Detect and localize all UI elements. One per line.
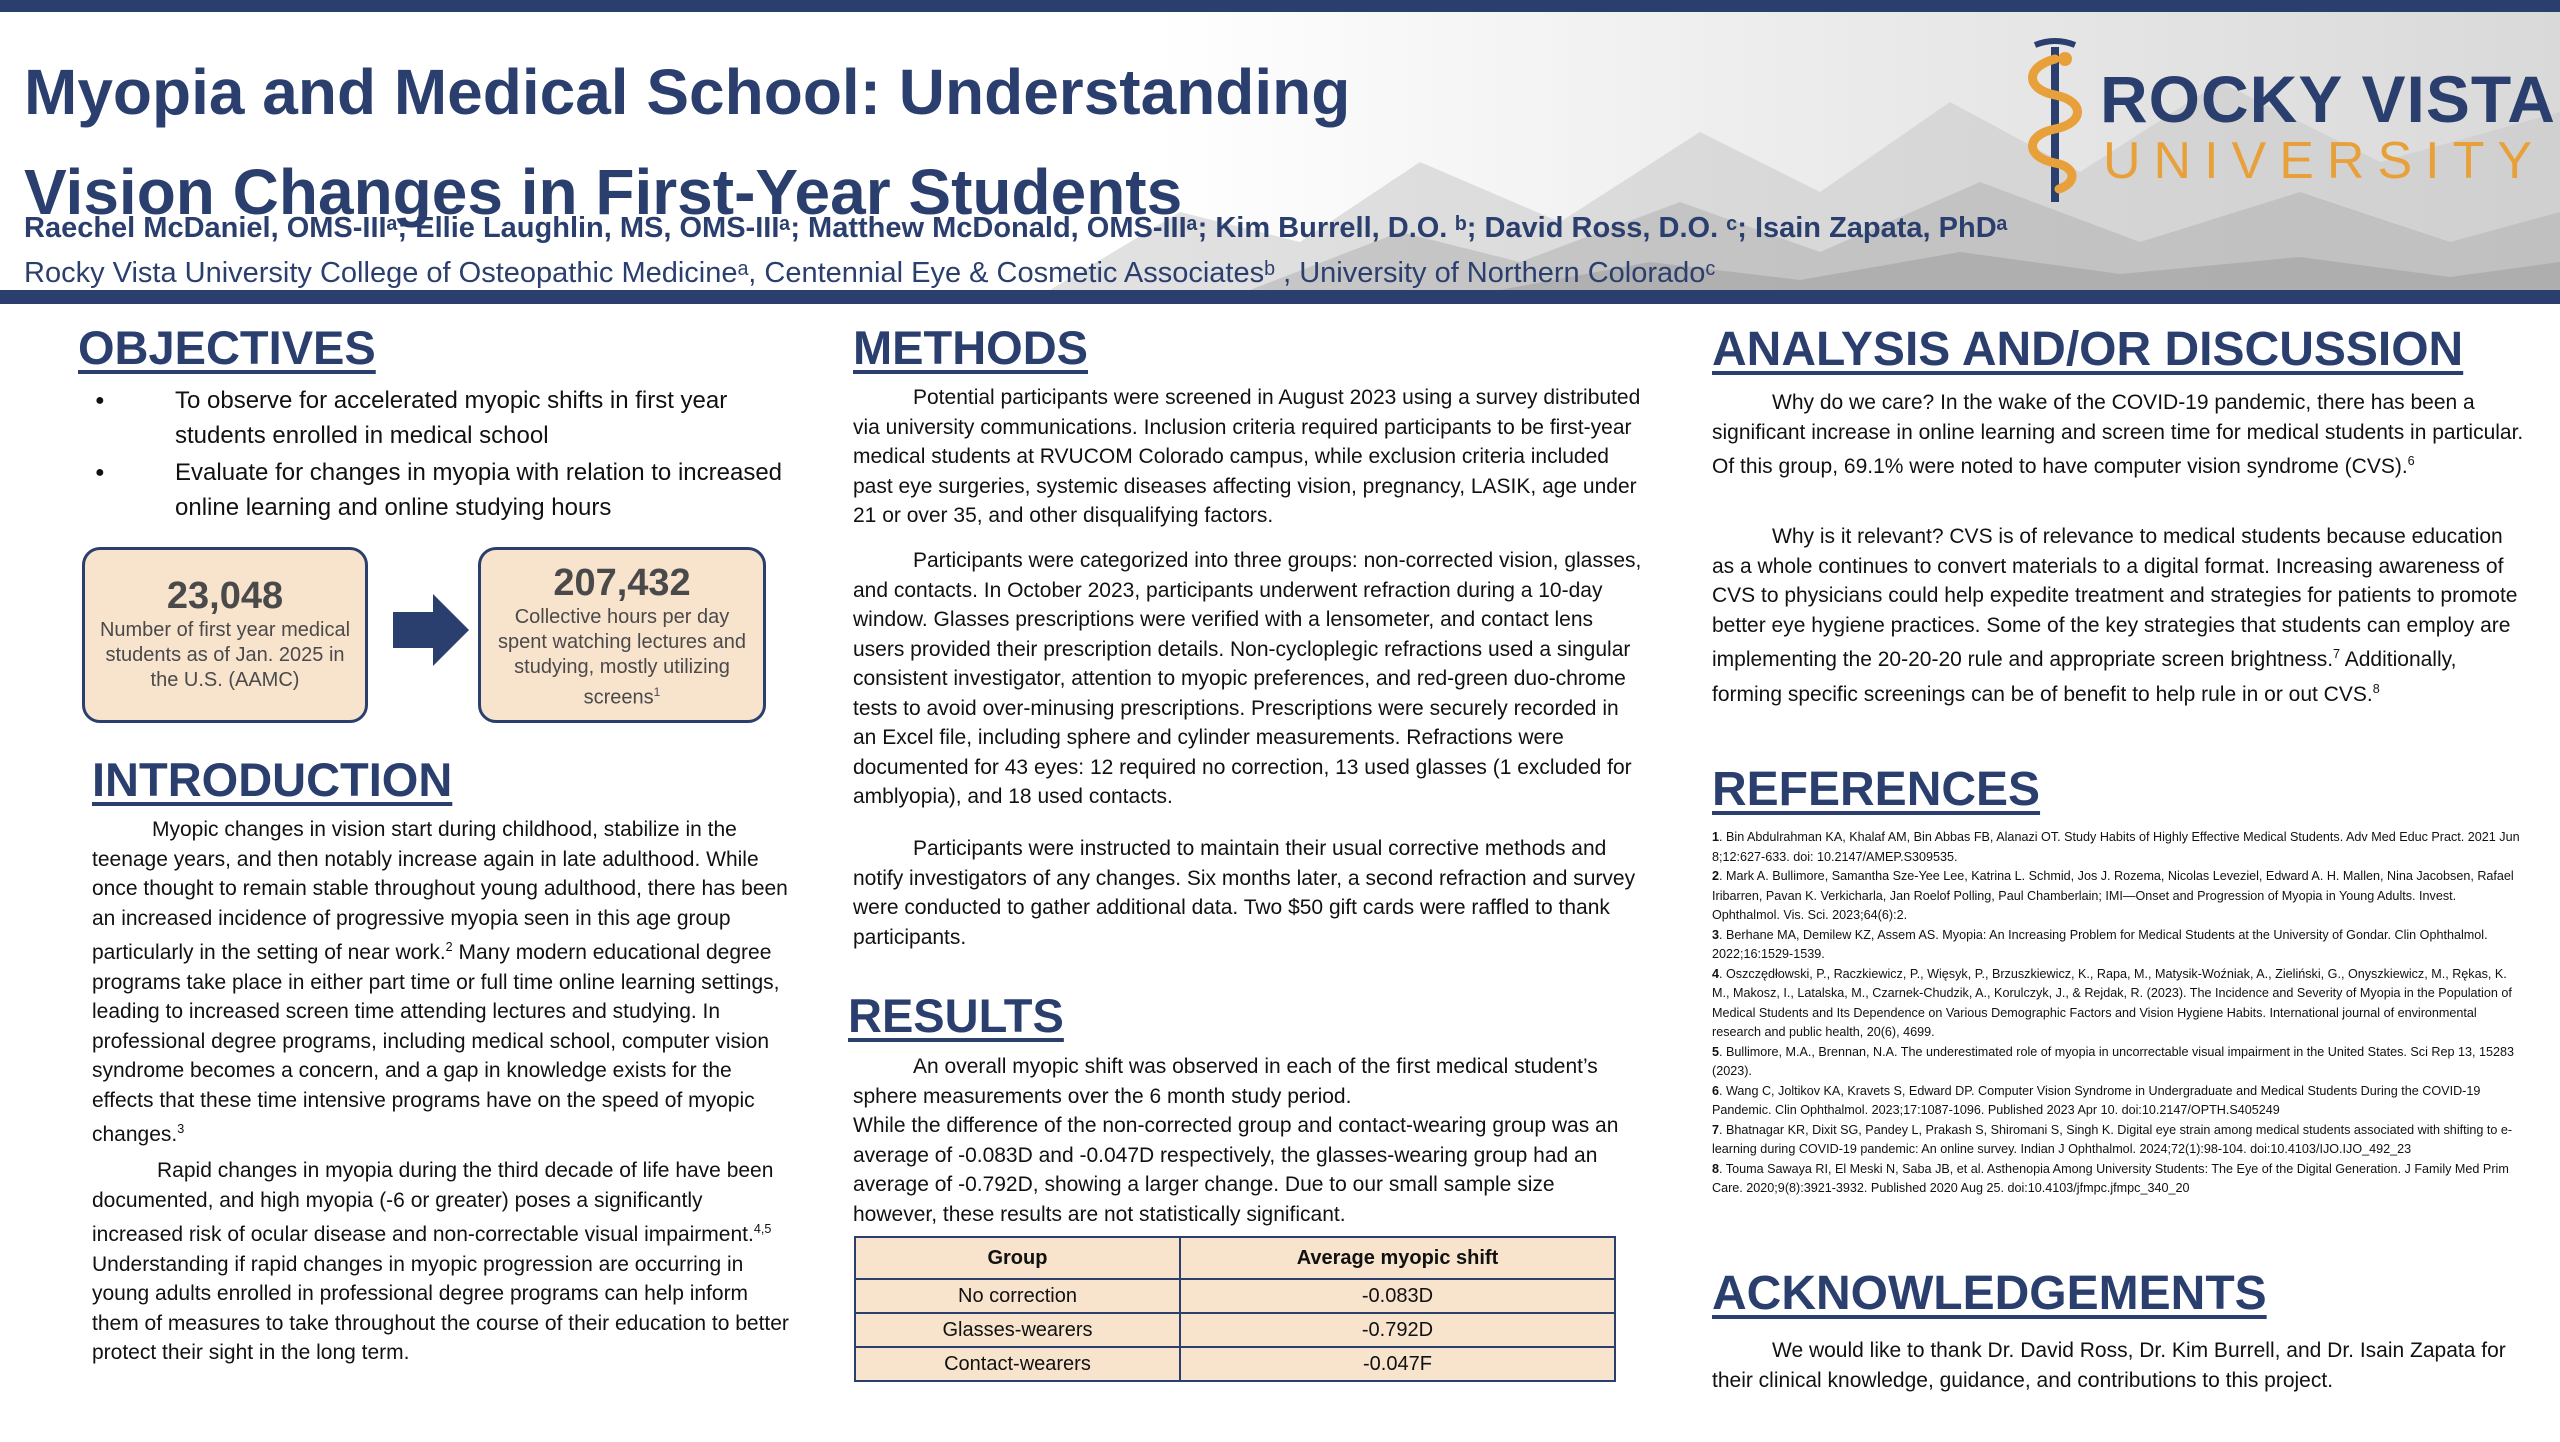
objective-item: ● Evaluate for changes in myopia with relation to increased online learning and online studying hours — [95, 455, 795, 525]
table-header-cell: Average myopic shift — [1180, 1237, 1615, 1279]
table-cell: Contact-wearers — [855, 1347, 1180, 1381]
stat-number: 23,048 — [166, 575, 284, 617]
analysis-paragraph-2: Why is it relevant? CVS is of relevance to medical students because education as a whole continues to convert materials to a digital format. Increasing awareness of CVS to physicians could help expedite treatment and strategies for patients to promote better eye hygiene practices. Some of the key strategies that students can employ are implementing the 20-20-20 rule and appropriate screen brightness.$^7$ Additionally, forming specific screenings can be of benefit to help rule in or out CVS.$^8$ — [1712, 525, 2518, 706]
header-bottom-bar — [0, 290, 2560, 304]
table-row — [855, 1313, 1615, 1347]
stat-description: Collective hours per day spent watching lectures and studying, mostly utilizing screens$^1$ — [498, 606, 746, 709]
table-cell: -0.047F — [1180, 1347, 1615, 1381]
reference-item: 1. Bin Abdulrahman KA, Khalaf AM, Bin Abbas FB, Alanazi OT. Study Habits of Highly Effective Medical Students. Adv Med Educ Pract. 2021 Jun 8;12:627-633. doi: 10.2147/AMEP.S309535. — [1712, 830, 2520, 864]
reference-item: 7. Bhatnagar KR, Dixit SG, Pandey L, Prakash S, Shiromani S, Singh K. Digital eye strain among medical students associated with shifting to e-learning during COVID-19 pandemic: An online survey. Indian J Ophthalmol. 2024;72(1):98-104. doi:10.4103/IJO.IJO_492_23 — [1712, 1122, 2513, 1156]
title-line-1: Myopia and Medical School: Understanding — [24, 56, 1351, 128]
table-cell: Glasses-wearers — [855, 1313, 1180, 1347]
poster-header — [0, 12, 2560, 290]
author-list: Raechel McDaniel, OMS-IIIᵃ; Ellie Laughlin, MS, OMS-IIIᵃ; Matthew McDonald, OMS-IIIᵃ; Kim Burrell, D.O. ᵇ; David Ross, D.O. ᶜ; Isain Zapata, PhDᵃ — [24, 212, 2008, 244]
methods-paragraph-1: Potential participants were screened in August 2023 using a survey distributed via university communications. Inclusion criteria required participants to be first-year medical students at RVUCOM Colorado campus, while exclusion criteria included past eye surgeries, systemic diseases affecting vision, pregnancy, LASIK, age under 21 or over 35, and other disqualifying factors. — [853, 386, 1641, 527]
objectives-heading: OBJECTIVES — [78, 321, 376, 374]
reference-item: 5. Bullimore, M.A., Brennan, N.A. The underestimated role of myopia in uncorrectable visual impairment in the United States. Sci Rep 13, 15283 (2023). — [1712, 1044, 2514, 1078]
methods-paragraph-2: Participants were categorized into three groups: non-corrected vision, glasses, and contacts. In October 2023, participants underwent refraction during a 10-day window. Glasses prescriptions were verified with a lensometer, and contact lens users provided their prescription details. Non-cycloplegic refractions used a singular consistent investigator, attention to myopic preferences, and red-green duo-chrome tests to avoid over-minusing prescriptions. Prescriptions were securely recorded in an Excel file, including sphere and cylinder measurements. Refractions were documented for 43 eyes: 12 required no correction, 13 used glasses (1 excluded for amblyopia), and 18 used contacts. — [853, 549, 1642, 808]
university-logo — [2015, 37, 2556, 207]
methods-paragraph-3: Participants were instructed to maintain their usual corrective methods and notify investigators of any changes. Six months later, a second refraction and survey were conducted to gather additional data. Two $50 gift cards were raffled to thank participants. — [853, 837, 1636, 949]
table-header-cell: Group — [855, 1237, 1180, 1279]
results-table — [854, 1236, 1616, 1382]
objective-item: ● To observe for accelerated myopic shifts in first year students enrolled in medical school — [95, 383, 795, 453]
acknowledgements-text: We would like to thank Dr. David Ross, Dr. Kim Burrell, and Dr. Isain Zapata for their clinical knowledge, guidance, and contributions to this project. — [1712, 1339, 2506, 1392]
reference-item: 4. Oszczędłowski, P., Raczkiewicz, P., Więsyk, P., Brzuszkiewicz, K., Rapa, M., Matysik-Woźniak, A., Zieliński, G., Onyszkiewicz, M., Rękas, K. M., Makosz, I., Latalska, M., Czarnek-Chudzik, A., Korulczyk, J., & Rejdak, R. (2023). The Incidence and Severity of Myopia in the Population of Medical Students and Its Dependence on Various Demographic Factors and Vision Hygiene Habits. International journal of environmental research and public health, 20(6), 4699. — [1712, 966, 2512, 1039]
table-cell: No correction — [855, 1279, 1180, 1313]
introduction-paragraph-1: Myopic changes in vision start during childhood, stabilize in the teenage years, and then notably increase again in late adulthood. While once thought to remain stable throughout young adulthood, there has been an increased incidence of progressive myopia seen in this age group particularly in the setting of near work.$^2$ Many modern educational degree programs take place in either part time or full time online learning settings, leading to increased screen time attending lectures and studying. In professional degree programs, including medical school, computer vision syndrome becomes a concern, and a gap in knowledge exists for the effects that these time intensive programs have on the speed of myopic changes.$^3$ — [92, 818, 788, 1146]
stat-card-students — [82, 547, 368, 723]
results-paragraph-2: While the difference of the non-corrected group and contact-wearing group was an average of -0.083D and -0.047D respectively, the glasses-wearing group had an average of -0.792D, showing a larger change. Due to our small sample size however, these results are not statistically significant. — [853, 1114, 1619, 1226]
reference-item: 6. Wang C, Joltikov KA, Kravets S, Edward DP. Computer Vision Syndrome in Undergraduate and Medical Students During the COVID-19 Pandemic. Clin Ophthalmol. 2023;17:1087-1096. Published 2023 Apr 10. doi:10.2147/OPTH.S405249 — [1712, 1083, 2481, 1117]
logo-subtitle: UNIVERSITY — [2103, 132, 2546, 190]
results-paragraph-1: An overall myopic shift was observed in each of the first medical student’s sphere measurements over the 6 month study period. — [853, 1055, 1598, 1108]
references-list — [1712, 828, 2522, 1199]
table-header-row — [855, 1237, 1615, 1279]
table-row — [855, 1347, 1615, 1381]
right-arrow-icon — [393, 590, 473, 670]
reference-item: 2. Mark A. Bullimore, Samantha Sze-Yee Lee, Katrina L. Schmid, Jos J. Rozema, Nicolas Leveziel, Edward A. H. Mallen, Nina Jacobsen, Rafael Iribarren, Pavan K. Verkicharla, Jan Roelof Polling, Paul Chamberlain; IMI—Onset and Progression of Myopia in Young Adults. Invest. Ophthalmol. Vis. Sci. 2023;64(6):2. — [1712, 869, 2514, 922]
title-line-2: Vision Changes in First-Year Students — [24, 156, 1183, 228]
introduction-paragraph-2: Rapid changes in myopia during the third decade of life have been documented, and high myopia (-6 or greater) poses a significantly increased risk of ocular disease and non-correctable visual impairment.$^{4,5}$ Understanding if rapid changes in myopic progression are occurring in young adults enrolled in professional degree programs can help inform them of measures to take throughout the course of their education to better protect their sight in the long term. — [92, 1159, 789, 1364]
stat-number: 207,432 — [553, 562, 691, 604]
objectives-list — [95, 383, 795, 527]
caduceus-icon — [2015, 37, 2095, 207]
table-row — [855, 1279, 1615, 1313]
table-cell: -0.083D — [1180, 1279, 1615, 1313]
analysis-paragraph-1: Why do we care? In the wake of the COVID-19 pandemic, there has been a significant increase in online learning and screen time for medical students in particular. Of this group, 69.1% were noted to have computer vision syndrome (CVS).$^6$ — [1712, 391, 2524, 478]
logo-wordmark: ROCKY VISTA — [2100, 62, 2556, 136]
references-heading: REFERENCES — [1712, 763, 2041, 816]
acknowledgements-heading: ACKNOWLEDGEMENTS — [1712, 1267, 2267, 1320]
reference-item: 8. Touma Sawaya RI, El Meski N, Saba JB, et al. Asthenopia Among University Students: The Eye of the Digital Generation. J Family Med Prim Care. 2020;9(8):3921-3932. Published 2020 Aug 25. doi:10.4103/jfmpc.jfmpc_340_20 — [1712, 1161, 2509, 1195]
results-heading: RESULTS — [848, 989, 1064, 1042]
affiliations: Rocky Vista University College of Osteopathic Medicineᵃ, Centennial Eye & Cosmetic Associatesᵇ , University of Northern Coloradoᶜ — [24, 257, 1716, 289]
stat-card-hours — [478, 547, 766, 723]
methods-heading: METHODS — [853, 321, 1088, 374]
reference-item: 3. Berhane MA, Demilew KZ, Assem AS. Myopia: An Increasing Problem for Medical Students at the University of Gondar. Clin Ophthalmol. 2022;16:1529-1539. — [1712, 927, 2488, 961]
top-border-bar — [0, 0, 2560, 12]
table-cell: -0.792D — [1180, 1313, 1615, 1347]
stat-description: Number of first year medical students as of Jan. 2025 in the U.S. (AAMC) — [99, 619, 351, 691]
introduction-heading: INTRODUCTION — [92, 753, 453, 806]
analysis-heading: ANALYSIS AND/OR DISCUSSION — [1712, 323, 2464, 376]
